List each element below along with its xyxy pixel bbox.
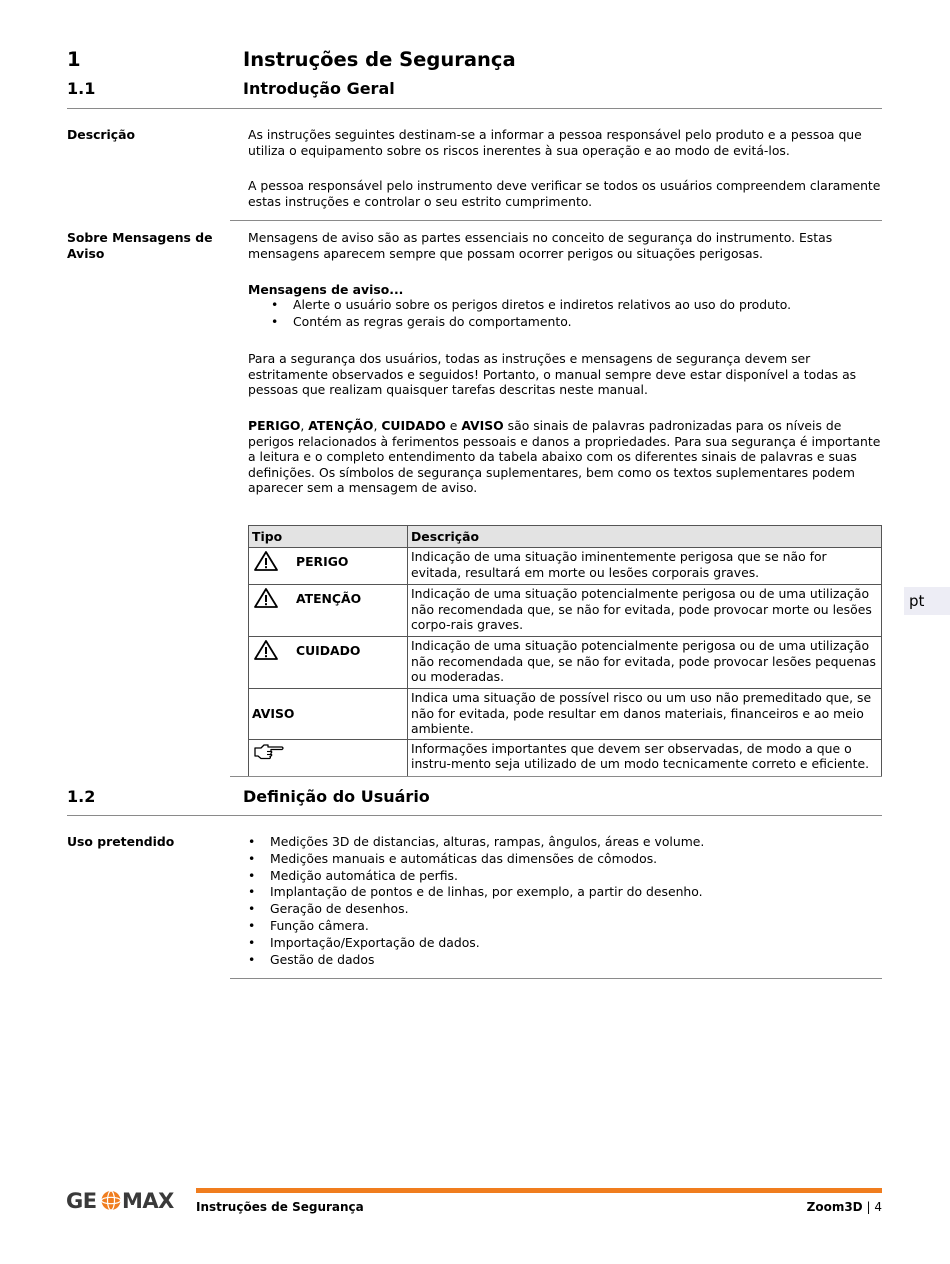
paragraph: Mensagens de aviso são as partes essenciais no conceito de segurança do instrumento. Estas mensagens aparecem sempre que possam ocorrer perigos ou situações perigosas. xyxy=(248,230,833,261)
signal-word-perigo: PERIGO xyxy=(248,418,301,433)
paragraph: As instruções seguintes destinam-se a informar a pessoa responsável pelo produto e a pessoa que utiliza o equipamento sobre os riscos inerentes à sua operação e ao modo de evitá-los. xyxy=(248,127,862,158)
footer-separator: | xyxy=(866,1200,871,1214)
column-header-descricao: Descrição xyxy=(408,526,882,548)
geomax-logo xyxy=(66,1186,184,1214)
bullet-list xyxy=(271,297,882,330)
descricao-cell: Indicação de uma situação iminentemente perigosa que se não for evitada, resultará em morte ou lesões corporais graves. xyxy=(408,548,882,585)
tipo-label: PERIGO xyxy=(296,554,349,570)
side-label-uso-pretendido: Uso pretendido xyxy=(67,834,175,849)
list-item: • Alerte o usuário sobre os perigos diretos e indiretos relativos ao uso do produto. xyxy=(271,297,882,314)
tipo-label: AVISO xyxy=(252,705,295,721)
warning-triangle-icon xyxy=(253,639,279,661)
column-header-tipo: Tipo xyxy=(249,526,408,548)
signal-word-atencao: ATENÇÃO xyxy=(308,418,374,433)
pointing-hand-icon xyxy=(253,742,285,762)
section-divider xyxy=(67,815,882,816)
signal-word-aviso: AVISO xyxy=(461,418,504,433)
list-item: • Implantação de pontos e de linhas, por exemplo, a partir do desenho. xyxy=(248,884,882,901)
section-number: 1.2 xyxy=(67,787,96,806)
table-row xyxy=(249,689,882,740)
signal-word-cuidado: CUIDADO xyxy=(381,418,446,433)
tipo-label: CUIDADO xyxy=(296,643,361,659)
paragraph-signal-words: PERIGO, ATENÇÃO, CUIDADO e AVISO são sinais de palavras padronizadas para os níveis de perigos relacionados à ferimentos pessoais e danos a propriedades. Para sua segurança é importante a leitura e o completo entendimento da tabela abaixo com os diferentes sinais de palavras e suas definições. Os símbolos de segurança suplementares, bem como os textos suplementares podem aparecer sem a mensagem de aviso. xyxy=(248,418,881,495)
tipo-label: ATENÇÃO xyxy=(296,591,362,607)
list-item: • Medições 3D de distancias, alturas, rampas, ângulos, áreas e volume. xyxy=(248,834,882,851)
section-number: 1.1 xyxy=(67,79,96,98)
side-label-sobre-mensagens: Sobre Mensagens de Aviso xyxy=(67,230,213,261)
section-title: Introdução Geral xyxy=(243,79,395,98)
paragraph: A pessoa responsável pelo instrumento deve verificar se todos os usuários compreendem claramente estas instruções e controlar o seu estrito cumprimento. xyxy=(248,178,881,209)
list-item: • Importação/Exportação de dados. xyxy=(248,935,882,952)
side-label-descricao: Descrição xyxy=(67,127,135,142)
descricao-cell: Indicação de uma situação potencialmente perigosa ou de uma utilização não recomendada que, se não for evitada, pode provocar lesões pequenas ou moderadas. xyxy=(408,637,882,689)
list-item: • Contém as regras gerais do comportamento. xyxy=(271,314,882,331)
footer-accent-bar xyxy=(196,1188,882,1193)
block-divider xyxy=(230,978,882,979)
svg-text:GE: GE xyxy=(66,1189,97,1213)
language-tab: pt xyxy=(904,587,950,615)
table-header-row xyxy=(249,526,882,548)
warning-triangle-icon xyxy=(253,550,279,572)
footer-section-title: Instruções de Segurança xyxy=(196,1200,364,1214)
block-divider xyxy=(230,776,882,777)
list-item: • Medição automática de perfis. xyxy=(248,868,882,885)
list-item: • Medições manuais e automáticas das dimensões de cômodos. xyxy=(248,851,882,868)
footer-page-info xyxy=(807,1200,882,1216)
chapter-title: Instruções de Segurança xyxy=(243,48,516,71)
descricao-cell: Indicação de uma situação potencialmente perigosa ou de uma utilização não recomendada que, se não for evitada, pode provocar morte ou lesões corpo-rais graves. xyxy=(408,585,882,637)
signal-words-table xyxy=(248,525,882,777)
table-row xyxy=(249,637,882,689)
block-divider xyxy=(230,220,882,221)
footer-product: Zoom3D xyxy=(806,1200,863,1214)
warning-triangle-icon xyxy=(253,587,279,609)
table-row xyxy=(249,740,882,777)
table-row xyxy=(249,548,882,585)
descricao-cell: Informações importantes que devem ser observadas, de modo a que o instru-mento seja utilizado de um modo tecnicamente correto e eficiente. xyxy=(408,740,882,777)
svg-text:MAX: MAX xyxy=(122,1189,174,1213)
section-title: Definição do Usuário xyxy=(243,787,430,806)
list-item: • Função câmera. xyxy=(248,918,882,935)
descricao-cell: Indica uma situação de possível risco ou um uso não premeditado que, se não for evitada, pode resultar em danos materiais, financeiros e ao meio ambiente. xyxy=(408,689,882,740)
page-number: 4 xyxy=(874,1200,882,1214)
list-item: • Gestão de dados xyxy=(248,952,882,969)
table-row xyxy=(249,585,882,637)
list-item: • Geração de desenhos. xyxy=(248,901,882,918)
paragraph: Para a segurança dos usuários, todas as instruções e mensagens de segurança devem ser estritamente observados e seguidos! Portanto, o manual sempre deve estar disponível a todas as pessoas que realizam quaisquer tarefas descritas neste manual. xyxy=(248,351,857,397)
subheading: Mensagens de aviso... xyxy=(248,282,404,297)
section-divider xyxy=(67,108,882,109)
chapter-number: 1 xyxy=(67,48,81,71)
bullet-list xyxy=(248,834,882,968)
